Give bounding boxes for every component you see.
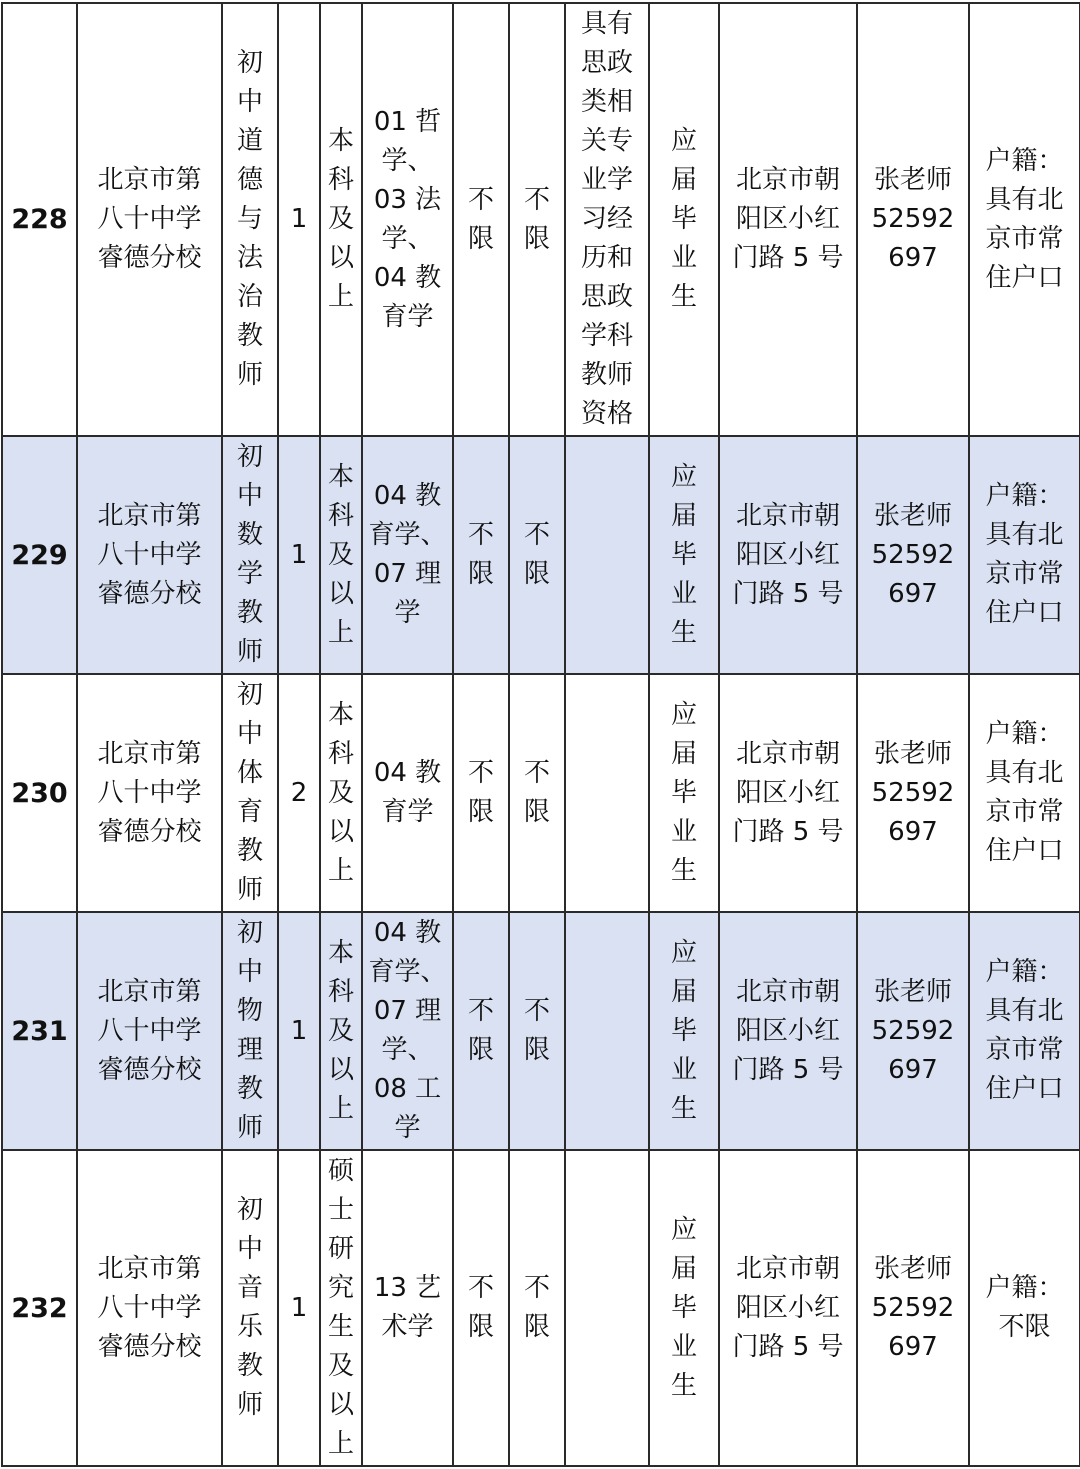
- position-title: 初 中 道 德 与 法 治 教 师: [222, 3, 278, 436]
- school-address: 北京市朝 阳区小红 门路 5 号: [719, 674, 857, 912]
- requirement-unlimited-1: 不 限: [453, 436, 509, 674]
- table-row: [2, 674, 1080, 912]
- position-number: 229: [2, 436, 77, 674]
- major-requirement: 04 教 育学: [362, 674, 453, 912]
- other-requirements: [565, 674, 649, 912]
- position-number: 231: [2, 912, 77, 1150]
- position-number: 232: [2, 1150, 77, 1466]
- hiring-count: 1: [278, 912, 320, 1150]
- major-requirement: 04 教 育学、 07 理 学、 08 工 学: [362, 912, 453, 1150]
- requirement-unlimited-1: 不 限: [453, 1150, 509, 1466]
- position-number: 228: [2, 3, 77, 436]
- remarks: 户籍： 具有北 京市常 住户口: [969, 436, 1080, 674]
- school-address: 北京市朝 阳区小红 门路 5 号: [719, 436, 857, 674]
- remarks: 户籍： 不限: [969, 1150, 1080, 1466]
- education-requirement: 本 科 及 以 上: [320, 674, 362, 912]
- recruitment-table: [1, 2, 1080, 1467]
- school-name: 北京市第 八十中学 睿德分校: [77, 1150, 222, 1466]
- table-row: [2, 912, 1080, 1150]
- education-requirement: 本 科 及 以 上: [320, 3, 362, 436]
- candidate-source: 应 届 毕 业 生: [649, 436, 719, 674]
- position-number: 230: [2, 674, 77, 912]
- contact-info: 张老师 52592 697: [857, 3, 969, 436]
- hiring-count: 1: [278, 3, 320, 436]
- candidate-source: 应 届 毕 业 生: [649, 674, 719, 912]
- other-requirements: [565, 436, 649, 674]
- candidate-source: 应 届 毕 业 生: [649, 912, 719, 1150]
- position-title: 初 中 体 育 教 师: [222, 674, 278, 912]
- school-name: 北京市第 八十中学 睿德分校: [77, 674, 222, 912]
- requirement-unlimited-2: 不 限: [509, 436, 565, 674]
- major-requirement: 04 教 育学、 07 理 学: [362, 436, 453, 674]
- requirement-unlimited-1: 不 限: [453, 674, 509, 912]
- hiring-count: 2: [278, 674, 320, 912]
- school-address: 北京市朝 阳区小红 门路 5 号: [719, 3, 857, 436]
- table-row: [2, 3, 1080, 436]
- contact-info: 张老师 52592 697: [857, 674, 969, 912]
- education-requirement: 本 科 及 以 上: [320, 436, 362, 674]
- education-requirement: 本 科 及 以 上: [320, 912, 362, 1150]
- table-row: [2, 1150, 1080, 1466]
- major-requirement: 01 哲 学、 03 法 学、 04 教 育学: [362, 3, 453, 436]
- other-requirements: [565, 912, 649, 1150]
- other-requirements: [565, 1150, 649, 1466]
- contact-info: 张老师 52592 697: [857, 1150, 969, 1466]
- position-title: 初 中 音 乐 教 师: [222, 1150, 278, 1466]
- requirement-unlimited-1: 不 限: [453, 912, 509, 1150]
- requirement-unlimited-2: 不 限: [509, 1150, 565, 1466]
- hiring-count: 1: [278, 1150, 320, 1466]
- education-requirement: 硕 士 研 究 生 及 以 上: [320, 1150, 362, 1466]
- other-requirements: 具有 思政 类相 关专 业学 习经 历和 思政 学科 教师 资格: [565, 3, 649, 436]
- remarks: 户籍： 具有北 京市常 住户口: [969, 912, 1080, 1150]
- position-title: 初 中 数 学 教 师: [222, 436, 278, 674]
- remarks: 户籍： 具有北 京市常 住户口: [969, 3, 1080, 436]
- remarks: 户籍： 具有北 京市常 住户口: [969, 674, 1080, 912]
- contact-info: 张老师 52592 697: [857, 912, 969, 1150]
- school-name: 北京市第 八十中学 睿德分校: [77, 912, 222, 1150]
- candidate-source: 应 届 毕 业 生: [649, 1150, 719, 1466]
- major-requirement: 13 艺 术学: [362, 1150, 453, 1466]
- requirement-unlimited-2: 不 限: [509, 912, 565, 1150]
- requirement-unlimited-2: 不 限: [509, 3, 565, 436]
- school-address: 北京市朝 阳区小红 门路 5 号: [719, 1150, 857, 1466]
- candidate-source: 应 届 毕 业 生: [649, 3, 719, 436]
- school-name: 北京市第 八十中学 睿德分校: [77, 436, 222, 674]
- position-title: 初 中 物 理 教 师: [222, 912, 278, 1150]
- table-row: [2, 436, 1080, 674]
- requirement-unlimited-2: 不 限: [509, 674, 565, 912]
- contact-info: 张老师 52592 697: [857, 436, 969, 674]
- hiring-count: 1: [278, 436, 320, 674]
- school-name: 北京市第 八十中学 睿德分校: [77, 3, 222, 436]
- requirement-unlimited-1: 不 限: [453, 3, 509, 436]
- school-address: 北京市朝 阳区小红 门路 5 号: [719, 912, 857, 1150]
